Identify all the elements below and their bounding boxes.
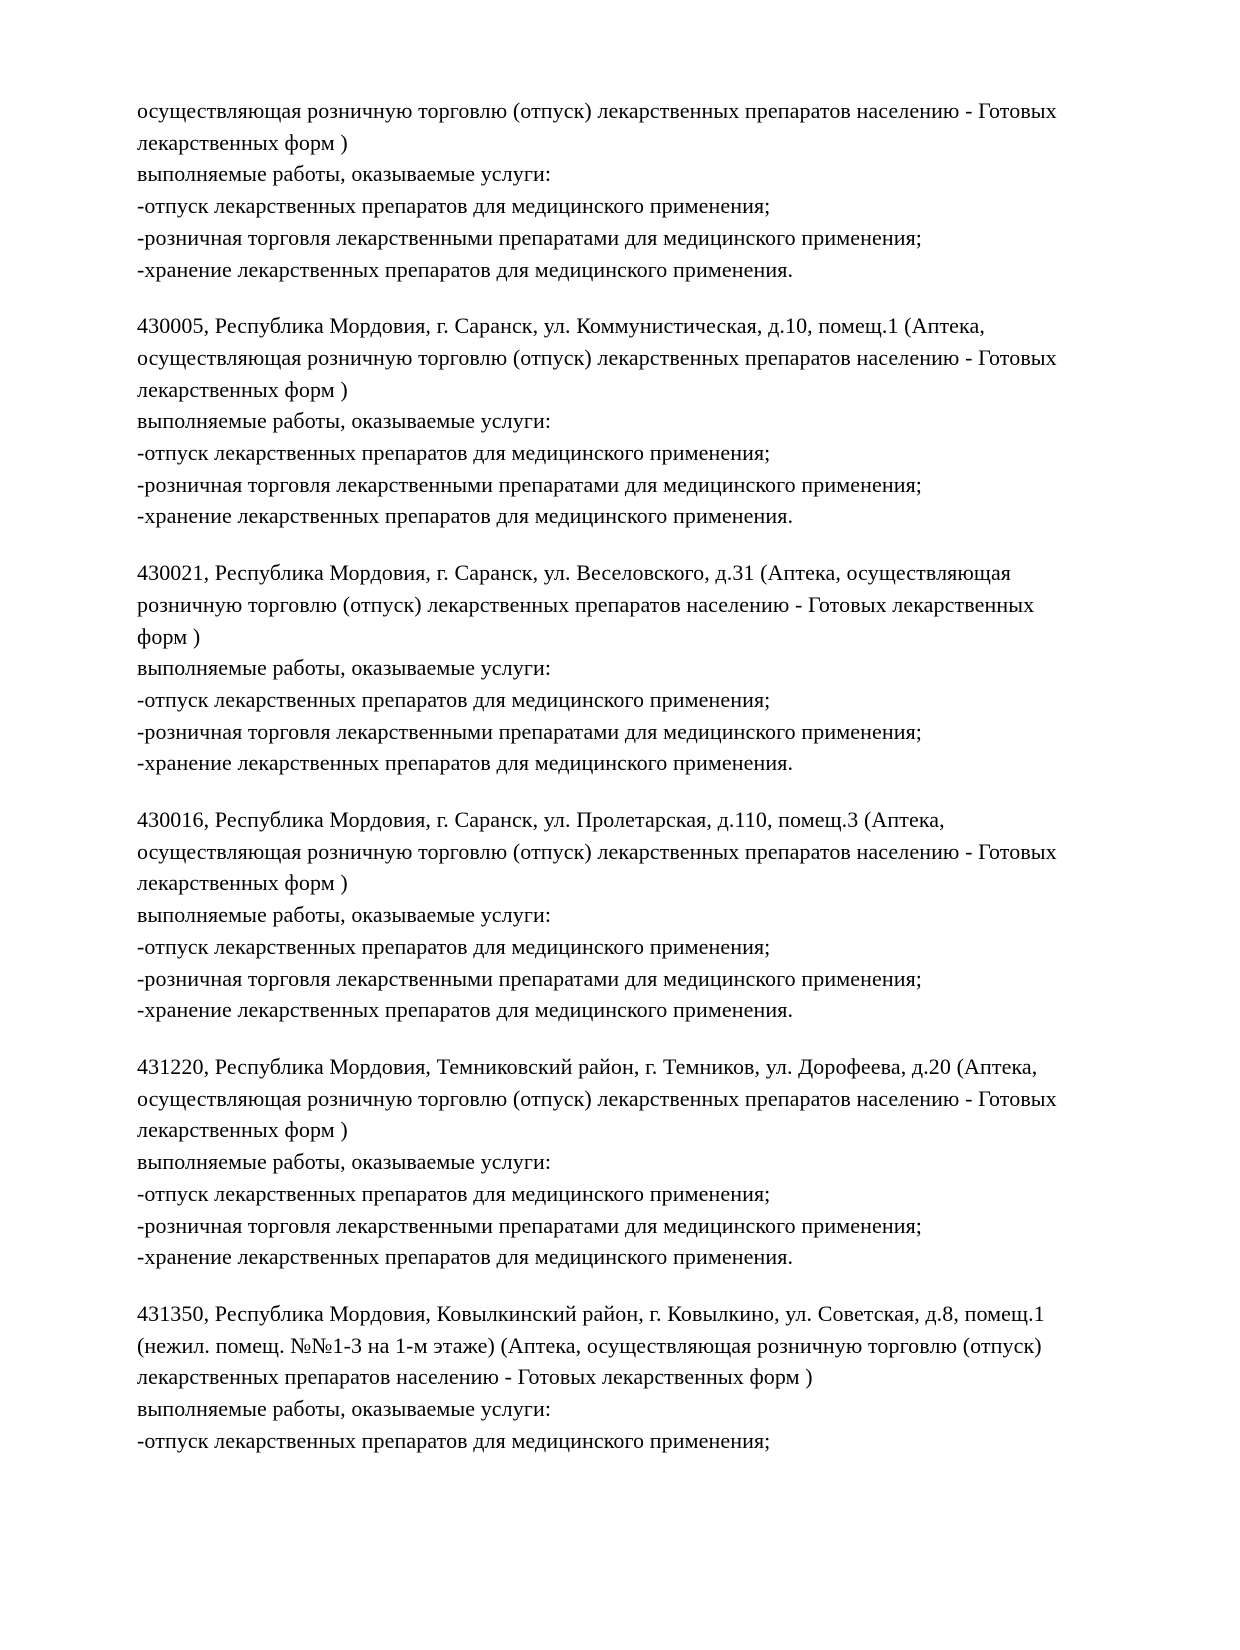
document-text-body xyxy=(137,95,1197,1481)
document-line: -отпуск лекарственных препаратов для медицинского применения; xyxy=(137,1427,771,1453)
document-line: выполняемые работы, оказываемые услуги: xyxy=(137,1149,552,1175)
document-line: выполняемые работы, оказываемые услуги: xyxy=(137,161,552,187)
document-line: -отпуск лекарственных препаратов для медицинского применения; xyxy=(137,1180,771,1206)
document-line: выполняемые работы, оказываемые услуги: xyxy=(137,655,552,681)
document-line: выполняемые работы, оказываемые услуги: xyxy=(137,1396,552,1422)
document-line: выполняемые работы, оказываемые услуги: xyxy=(137,902,552,928)
document-line: -отпуск лекарственных препаратов для медицинского применения; xyxy=(137,933,771,959)
document-line: (нежил. помещ. №№1-3 на 1-м этаже) (Аптека, осуществляющая розничную торговлю (отпуск) xyxy=(137,1332,1042,1358)
document-line: -хранение лекарственных препаратов для медицинского применения. xyxy=(137,997,794,1023)
document-line: -розничная торговля лекарственными препаратами для медицинского применения; xyxy=(137,1212,923,1238)
document-line: -хранение лекарственных препаратов для медицинского применения. xyxy=(137,1244,794,1270)
document-line: 431350, Республика Мордовия, Ковылкинский район, г. Ковылкино, ул. Советская, д.8, помещ.1 xyxy=(137,1300,1045,1326)
document-line: -розничная торговля лекарственными препаратами для медицинского применения; xyxy=(137,224,923,250)
pharmacy-entry-block xyxy=(137,1298,1197,1457)
document-line: -отпуск лекарственных препаратов для медицинского применения; xyxy=(137,193,771,219)
document-line: 430005, Республика Мордовия, г. Саранск, ул. Коммунистическая, д.10, помещ.1 (Аптека, xyxy=(137,313,985,339)
document-line: лекарственных форм ) xyxy=(137,129,348,155)
document-line: осуществляющая розничную торговлю (отпуск) лекарственных препаратов населению - Готовых xyxy=(137,1085,1057,1111)
document-line: лекарственных форм ) xyxy=(137,376,348,402)
document-line: -розничная торговля лекарственными препаратами для медицинского применения; xyxy=(137,718,923,744)
document-line: осуществляющая розничную торговлю (отпуск) лекарственных препаратов населению - Готовых xyxy=(137,98,1057,123)
document-line: -отпуск лекарственных препаратов для медицинского применения; xyxy=(137,440,771,466)
document-line: -хранение лекарственных препаратов для медицинского применения. xyxy=(137,256,794,282)
document-line: осуществляющая розничную торговлю (отпуск) лекарственных препаратов населению - Готовых xyxy=(137,838,1057,864)
pharmacy-entry-block xyxy=(137,1051,1197,1273)
document-line: розничную торговлю (отпуск) лекарственных препаратов населению - Готовых лекарственных xyxy=(137,591,1035,617)
document-line: 430021, Республика Мордовия, г. Саранск, ул. Веселовского, д.31 (Аптека, осуществляющая xyxy=(137,560,1012,586)
pharmacy-entry-block xyxy=(137,804,1197,1026)
document-line: -отпуск лекарственных препаратов для медицинского применения; xyxy=(137,686,771,712)
pharmacy-entry-block xyxy=(137,557,1197,779)
document-line: -розничная торговля лекарственными препаратами для медицинского применения; xyxy=(137,471,923,497)
document-line: форм ) xyxy=(137,623,201,649)
document-line: 431220, Республика Мордовия, Темниковский район, г. Темников, ул. Дорофеева, д.20 (Аптека, xyxy=(137,1053,1038,1079)
document-line: -хранение лекарственных препаратов для медицинского применения. xyxy=(137,503,794,529)
pharmacy-entry-block xyxy=(137,310,1197,532)
document-line: -хранение лекарственных препаратов для медицинского применения. xyxy=(137,750,794,776)
document-line: лекарственных препаратов населению - Готовых лекарственных форм ) xyxy=(137,1364,813,1390)
pharmacy-entry-block xyxy=(137,95,1197,285)
document-line: осуществляющая розничную торговлю (отпуск) лекарственных препаратов населению - Готовых xyxy=(137,344,1057,370)
document-line: лекарственных форм ) xyxy=(137,1117,348,1143)
document-line: 430016, Республика Мордовия, г. Саранск, ул. Пролетарская, д.110, помещ.3 (Аптека, xyxy=(137,807,945,833)
document-line: выполняемые работы, оказываемые услуги: xyxy=(137,408,552,434)
document-line: -розничная торговля лекарственными препаратами для медицинского применения; xyxy=(137,965,923,991)
document-line: лекарственных форм ) xyxy=(137,870,348,896)
